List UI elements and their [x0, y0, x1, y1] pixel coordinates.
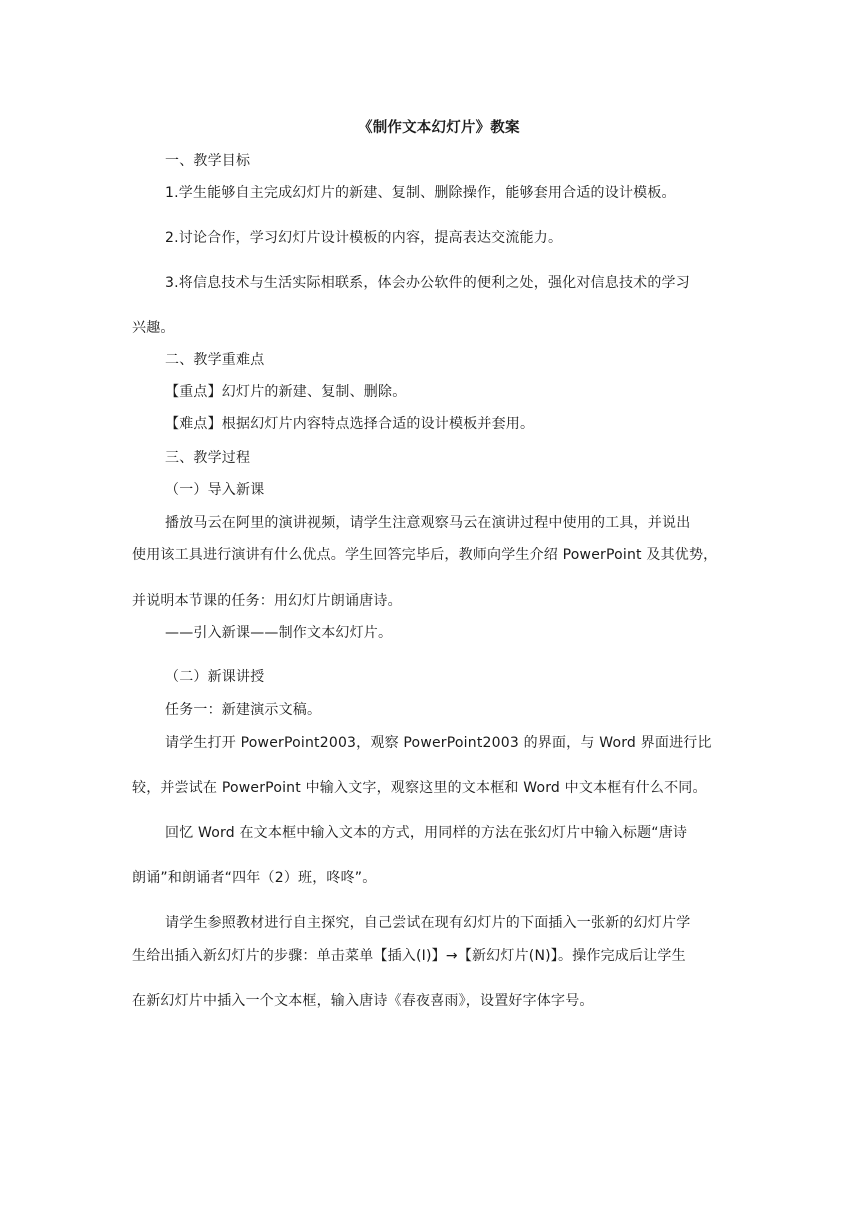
- paragraph-explore-1: 请学生参照教材进行自主探究，自己尝试在现有幻灯片的下面插入一张新的幻灯片学: [165, 915, 691, 931]
- paragraph-recall-1: 回忆 Word 在文本框中输入文本的方式，用同样的方法在张幻灯片中输入标题“唐诗: [165, 825, 688, 841]
- task-one: 任务一：新建演示文稿。: [165, 702, 322, 718]
- paragraph-explore-2: 生给出插入新幻灯片的步骤：单击菜单【插入(I)】→【新幻灯片(N)】。操作完成后让学生: [132, 948, 686, 964]
- paragraph-intro-1: 播放马云在阿里的演讲视频，请学生注意观察马云在演讲过程中使用的工具，并说出: [165, 515, 691, 531]
- objective-1: 1.学生能够自主完成幻灯片的新建、复制、删除操作，能够套用合适的设计模板。: [165, 185, 676, 201]
- paragraph-task-2: 较，并尝试在 PowerPoint 中输入文字，观察这里的文本框和 Word 中文本框有什么不同。: [132, 780, 707, 796]
- paragraph-intro-2: 使用该工具进行演讲有什么优点。学生回答完毕后，教师向学生介绍 PowerPoint 及其优势，: [132, 547, 718, 563]
- paragraph-intro-transition: ——引入新课——制作文本幻灯片。: [165, 625, 393, 641]
- subsection-new-lesson: （二）新课讲授: [165, 669, 265, 685]
- paragraph-intro-3: 并说明本节课的任务：用幻灯片朗诵唐诗。: [132, 593, 402, 609]
- objective-3-continued: 兴趣。: [132, 320, 175, 336]
- section-heading-process: 三、教学过程: [165, 450, 251, 466]
- subsection-intro: （一）导入新课: [165, 482, 265, 498]
- paragraph-task-1: 请学生打开 PowerPoint2003，观察 PowerPoint2003 的界面，与 Word 界面进行比: [165, 735, 712, 751]
- objective-3: 3.将信息技术与生活实际相联系，体会办公软件的便利之处，强化对信息技术的学习: [165, 275, 690, 291]
- section-heading-key-points: 二、教学重难点: [165, 352, 265, 368]
- key-point: 【重点】幻灯片的新建、复制、删除。: [165, 384, 407, 400]
- document-title: 《制作文本幻灯片》教案: [358, 120, 520, 136]
- objective-2: 2.讨论合作，学习幻灯片设计模板的内容，提高表达交流能力。: [165, 230, 563, 246]
- difficult-point: 【难点】根据幻灯片内容特点选择合适的设计模板并套用。: [165, 416, 535, 432]
- section-heading-objectives: 一、教学目标: [165, 153, 251, 169]
- paragraph-explore-3: 在新幻灯片中插入一个文本框，输入唐诗《春夜喜雨》，设置好字体字号。: [132, 993, 594, 1009]
- paragraph-recall-2: 朗诵”和朗诵者“四年（2）班，咚咚”。: [132, 870, 377, 886]
